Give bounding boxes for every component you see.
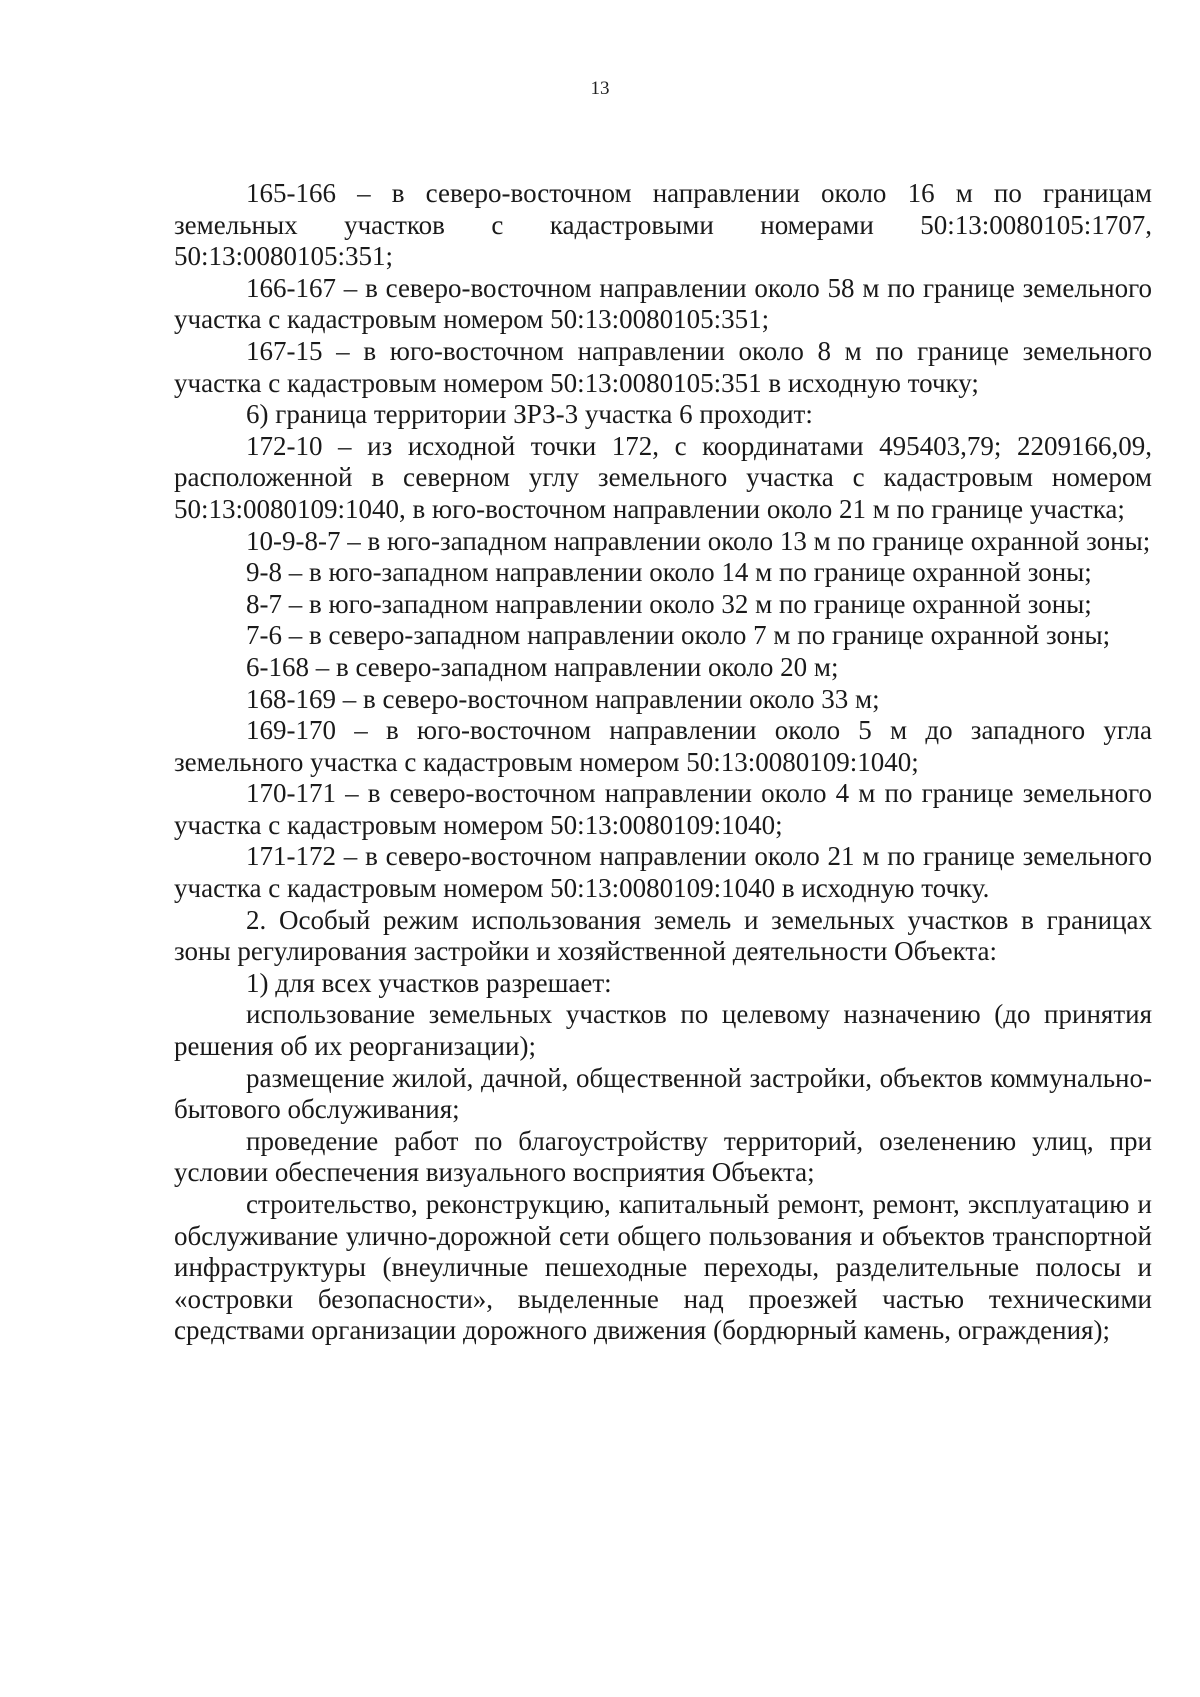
paragraph-permit-road-construction: строительство, реконструкцию, капитальный ремонт, ремонт, эксплуатацию и обслуживание улично-дорожной сети общего пользования и объектов транспортной инфраструктуры (внеуличные пешеходные переходы, разделительные полосы и «островки безопасности», выделенные над проезжей частью техническими средствами организации дорожного движения (бордюрный камень, ограждения);	[174, 1189, 1152, 1346]
page-number: 13	[590, 78, 610, 99]
paragraph-boundary-172-10: 172-10 – из исходной точки 172, с координатами 495403,79; 2209166,09, расположенной в северном углу земельного участка с кадастровым номером 50:13:0080109:1040, в юго-восточном направлении около 21 м по границе участка;	[174, 430, 1152, 524]
paragraph-boundary-165-166: 165-166 – в северо-восточном направлении около 16 м по границам земельных участков с кадастровыми номерами 50:13:0080105:1707, 50:13:0080105:351;	[174, 178, 1152, 272]
paragraph-boundary-167-15: 167-15 – в юго-восточном направлении около 8 м по границе земельного участка с кадастровым номером 50:13:0080105:351 в исходную точку;	[174, 335, 1152, 398]
paragraph-zrz3-section-6-heading: 6) граница территории ЗРЗ-3 участка 6 проходит:	[246, 399, 813, 430]
paragraph-permit-landscaping: проведение работ по благоустройству территорий, озеленению улиц, при условии обеспечения визуального восприятия Объекта;	[174, 1125, 1152, 1188]
paragraph-permit-development: размещение жилой, дачной, общественной застройки, объектов коммунально-бытового обслуживания;	[174, 1062, 1152, 1125]
paragraph-boundary-9-8: 9-8 – в юго-западном направлении около 14 м по границе охранной зоны;	[246, 557, 1092, 588]
paragraph-boundary-7-6: 7-6 – в северо-западном направлении около 7 м по границе охранной зоны;	[246, 620, 1111, 651]
paragraph-boundary-8-7: 8-7 – в юго-западном направлении около 32 м по границе охранной зоны;	[246, 588, 1092, 619]
paragraph-boundary-171-172: 171-172 – в северо-восточном направлении около 21 м по границе земельного участка с кадастровым номером 50:13:0080109:1040 в исходную точку.	[174, 841, 1152, 904]
paragraph-special-regime-heading: 2. Особый режим использования земель и земельных участков в границах зоны регулирования застройки и хозяйственной деятельности Объекта:	[174, 904, 1152, 967]
paragraph-permit-land-use: использование земельных участков по целевому назначению (до принятия решения об их реорганизации);	[174, 999, 1152, 1062]
paragraph-boundary-6-168: 6-168 – в северо-западном направлении около 20 м;	[246, 651, 839, 682]
paragraph-boundary-10-9-8-7: 10-9-8-7 – в юго-западном направлении около 13 м по границе охранной зоны;	[246, 525, 1151, 556]
document-body	[174, 178, 1152, 1347]
paragraph-boundary-168-169: 168-169 – в северо-восточном направлении около 33 м;	[246, 683, 880, 714]
paragraph-boundary-170-171: 170-171 – в северо-восточном направлении около 4 м по границе земельного участка с кадастровым номером 50:13:0080109:1040;	[174, 778, 1152, 840]
paragraph-boundary-169-170: 169-170 – в юго-восточном направлении около 5 м до западного угла земельного участка с кадастровым номером 50:13:0080109:1040;	[174, 715, 1152, 777]
paragraph-all-sections-permits: 1) для всех участков разрешает:	[246, 967, 612, 998]
paragraph-boundary-166-167: 166-167 – в северо-восточном направлении около 58 м по границе земельного участка с кадастровым номером 50:13:0080105:351;	[174, 272, 1152, 335]
